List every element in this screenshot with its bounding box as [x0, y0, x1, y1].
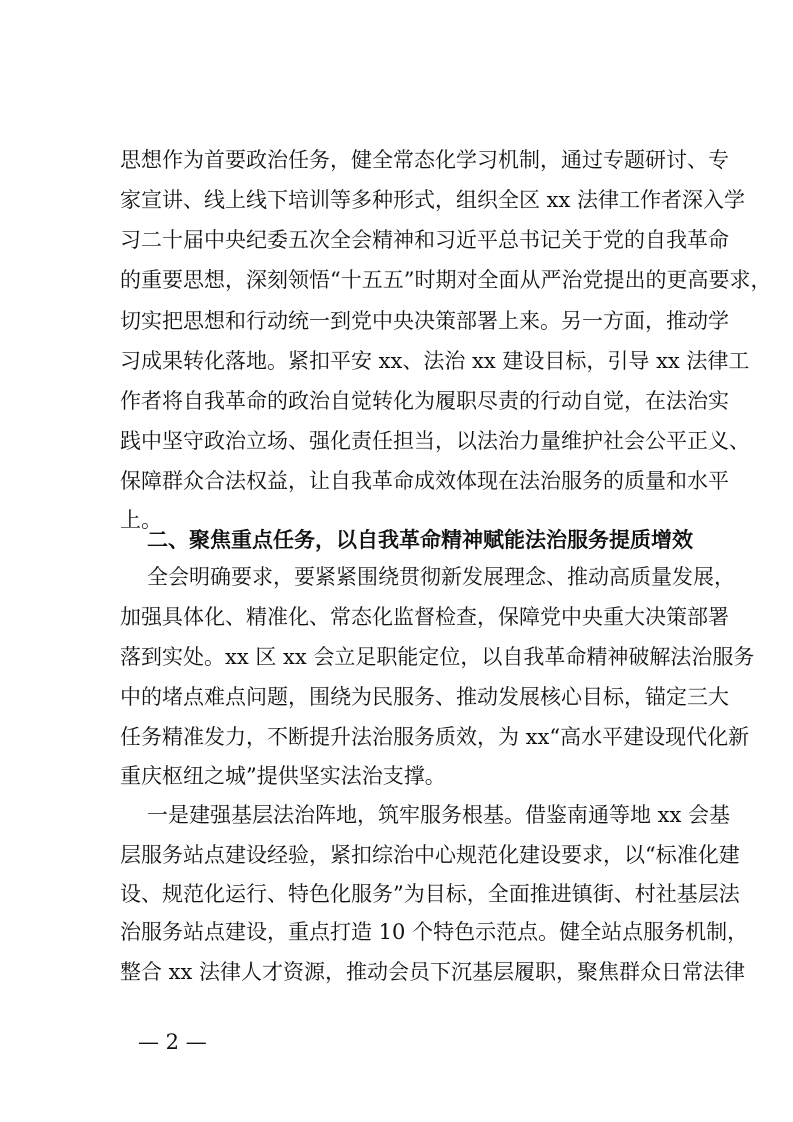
text-line: 上。 [120, 508, 162, 532]
text-line: 践中坚守政治立场、强化责任担当，以法治力量维护社会公平正义、 [120, 429, 750, 453]
text-line: 重庆枢纽之城”提供坚实法治支撑。 [120, 764, 446, 788]
text-line: 切实把思想和行动统一到党中央决策部署上来。另一方面，推动学 [120, 309, 729, 333]
text-line: 设、规范化运行、特色化服务”为目标，全面推进镇街、村社基层法 [120, 882, 740, 906]
text-line: 层服务站点建设经验，紧扣综治中心规范化建设要求，以“标准化建 [120, 843, 740, 867]
text-line: 全会明确要求，要紧紧围绕贯彻新发展理念、推动高质量发展， [147, 565, 735, 589]
text-line: 加强具体化、精准化、常态化监督检查，保障党中央重大决策部署 [120, 605, 729, 629]
text-line: 保障群众合法权益，让自我革命成效体现在法治服务的质量和水平 [120, 469, 729, 493]
text-line: 思想作为首要政治任务，健全常态化学习机制，通过专题研讨、专 [120, 148, 729, 172]
page-number: — 2 — [138, 1030, 207, 1054]
text-line: 的重要思想，深刻领悟“十五五”时期对全面从严治党提出的更高要求， [120, 268, 772, 292]
text-line: 治服务站点建设，重点打造 10 个特色示范点。健全站点服务机制， [120, 920, 749, 944]
text-line: 落到实处。xx 区 xx 会立足职能定位，以自我革命精神破解法治服务 [120, 645, 755, 669]
text-line: 整合 xx 法律人才资源，推动会员下沉基层履职，聚焦群众日常法律 [120, 960, 746, 984]
text-line: 习二十届中央纪委五次全会精神和习近平总书记关于党的自我革命 [120, 228, 729, 252]
text-line: 作者将自我革命的政治自觉转化为履职尽责的行动自觉，在法治实 [120, 389, 729, 413]
section-heading: 二、聚焦重点任务，以自我革命精神赋能法治服务提质增效 [147, 528, 693, 552]
text-line: 中的堵点难点问题，围绕为民服务、推动发展核心目标，锚定三大 [120, 685, 729, 709]
text-line: 家宣讲、线上线下培训等多种形式，组织全区 xx 法律工作者深入学 [120, 188, 746, 212]
text-line: 任务精准发力，不断提升法治服务质效，为 xx“高水平建设现代化新 [120, 725, 750, 749]
text-line: 习成果转化落地。紧扣平安 xx、法治 xx 建设目标，引导 xx 法律工 [120, 349, 750, 373]
text-line: 一是建强基层法治阵地，筑牢服务根基。借鉴南通等地 xx 会基 [147, 803, 731, 827]
